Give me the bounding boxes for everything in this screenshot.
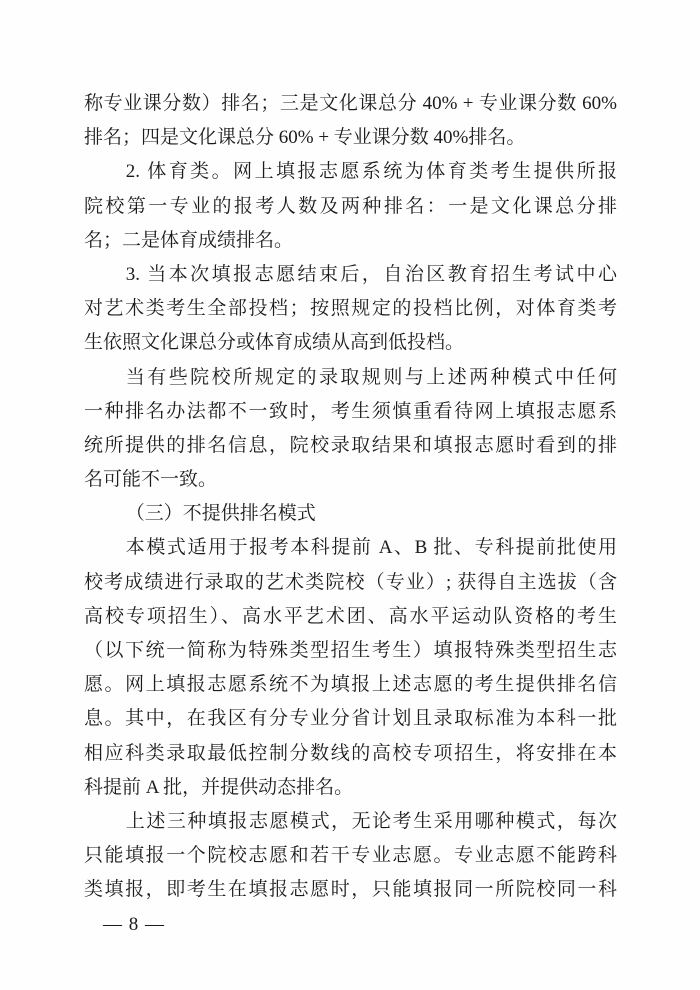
text-line: 本模式适用于报考本科提前 A、B 批、专科提前批使用 [125,537,617,559]
text-line: 高校专项招生）、高水平艺术团、高水平运动队资格的考生 [84,605,617,627]
text-line: 当有些院校所规定的录取规则与上述两种模式中任何 [125,366,617,388]
text-line: 生依照文化课总分或体育成绩从高到低投档。 [84,332,465,354]
text-line: 对艺术类考生全部投档；按照规定的投档比例，对体育类考 [84,298,617,320]
document-body [84,87,617,908]
page-number: — 8 — [103,914,165,935]
text-line: （以下统一简称为特殊类型招生考生）填报特殊类型招生志 [84,640,617,661]
text-line: 名可能不一致。 [84,469,218,491]
text-line: 上述三种填报志愿模式，无论考生采用哪种模式，每次 [125,810,617,832]
text-line: 院校第一专业的报考人数及两种排名：一是文化课总分排 [84,195,617,217]
text-line: 统所提供的排名信息，院校录取结果和填报志愿时看到的排 [84,434,617,456]
text-line: 校考成绩进行录取的艺术类院校（专业）; 获得自主选拔（含 [84,571,617,593]
text-line: 称专业课分数）排名；三是文化课总分 40% + 专业课分数 60% [84,93,617,114]
text-line: 科提前 A 批，并提供动态排名。 [84,776,354,798]
text-line: （三）不提供排名模式 [125,503,316,525]
text-line: 愿。网上填报志愿系统不为填报上述志愿的考生提供排名信 [84,674,617,696]
text-line: 一种排名办法都不一致时，考生须慎重看待网上填报志愿系 [84,400,617,422]
text-line: 息。其中，在我区有分专业分省计划且录取标准为本科一批 [84,708,617,730]
text-line: 2. 体育类。网上填报志愿系统为体育类考生提供所报 [125,161,617,183]
text-line: 只能填报一个院校志愿和若干专业志愿。专业志愿不能跨科 [84,845,617,867]
text-line: 排名；四是文化课总分 60% + 专业课分数 40%排名。 [84,127,526,149]
text-line: 相应科类录取最低控制分数线的高校专项招生，将安排在本 [84,742,617,764]
text-line: 3. 当本次填报志愿结束后，自治区教育招生考试中心 [125,263,617,285]
text-line: 名；二是体育成绩排名。 [84,229,294,251]
text-line: 类填报，即考生在填报志愿时，只能填报同一所院校同一科 [84,879,617,901]
